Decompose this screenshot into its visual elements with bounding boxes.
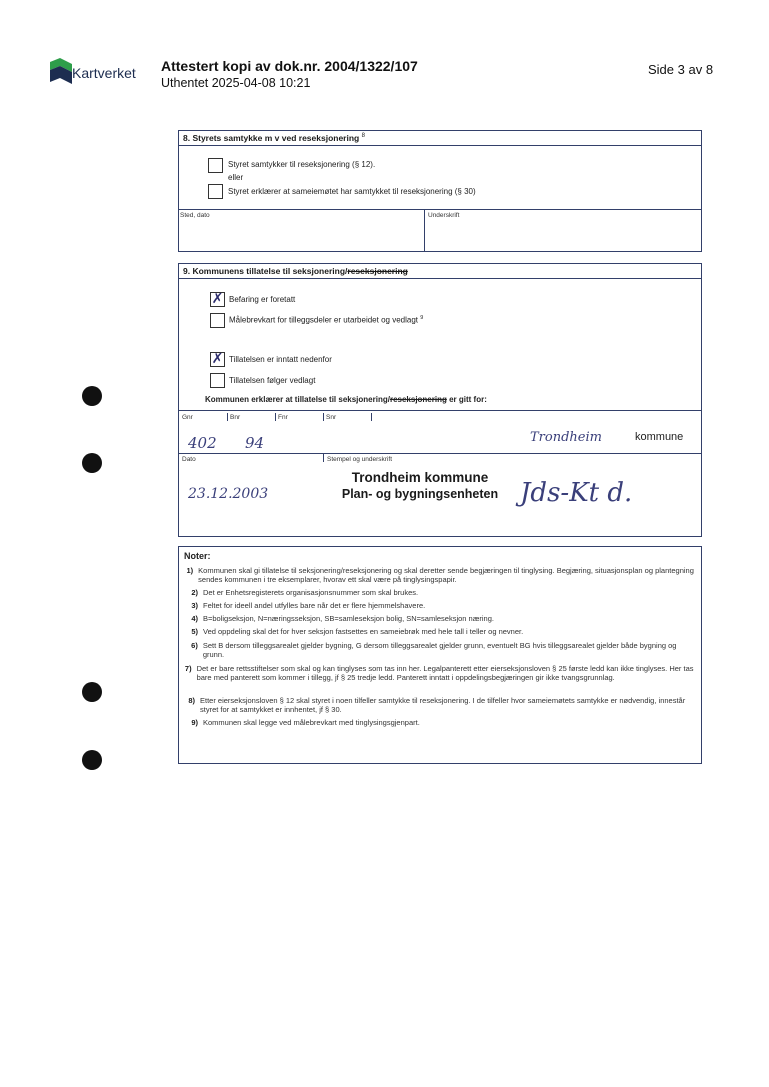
stamp-department: Plan- og bygningsenheten — [341, 487, 499, 501]
punch-hole — [82, 453, 102, 473]
permission-included-checkbox[interactable]: ✗ — [211, 351, 224, 367]
stamp-municipality: Trondheim kommune — [351, 470, 489, 485]
map-attached-label: Målebrevkart for tilleggsdeler er utarbeidet og vedlagt $^9$ — [229, 315, 424, 325]
divider — [371, 413, 372, 421]
divider — [178, 453, 701, 454]
section-8-title: 8. Styrets samtykke m v ved reseksjonering $^8$ — [179, 131, 701, 146]
retrieved-timestamp: Uthentet 2025-04-08 10:21 — [161, 76, 311, 90]
municipality-name: Trondheim — [530, 430, 602, 445]
list-item: 7) Det er bare rettsstiftelser som skal og kan tinglyses som tas inn her. Legalpanterett etter eierseksjonsloven § 25 første ledd kan ikke tinglyses. Her tas bare med panterett som kommer i tillegg, jf § 25 tredje ledd. Panterett inntatt i oppdelingsbegjæringen gir ikke tvangsgrunnlag. — [184, 664, 694, 682]
list-item: 9) Kommunen skal legge ved målebrevkart med tinglysingsgjenpart. — [191, 718, 420, 727]
list-item: 8) Etter eierseksjonsloven § 12 skal styret i noen tilfeller samtykke til reseksjonering. I de tilfeller hvor sameiemøtets samtykke er nødvendig, innestår styret for at samtykket er innhentet, jf § 30. — [188, 696, 686, 714]
permission-attached-checkbox[interactable] — [210, 373, 225, 388]
inspection-done-label: Befaring er foretatt — [229, 295, 296, 304]
owners-meeting-checkbox[interactable] — [208, 184, 223, 199]
section-9-title: 9. Kommunens tillatelse til seksjonering/reseksjonering — [179, 264, 701, 279]
permission-attached-label: Tillatelsen følger vedlagt — [229, 376, 316, 385]
kommune-label: kommune — [635, 431, 684, 443]
owners-meeting-label: Styret erklærer at sameiemøtet har samtykket til reseksjonering (§ 30) — [228, 187, 476, 196]
list-item: 5) Ved oppdeling skal det for hver seksjon fastsettes en sameiebrøk med hele tall i teller og nevner. — [191, 627, 524, 636]
fnr-label: Fnr — [278, 414, 288, 421]
list-item: 2) Det er Enhetsregisterets organisasjonsnummer som skal brukes. — [191, 588, 419, 597]
divider — [323, 413, 324, 421]
divider — [323, 453, 324, 462]
document-title: Attestert kopi av dok.nr. 2004/1322/107 — [161, 58, 418, 74]
place-date-label: Sted, dato — [180, 212, 210, 219]
divider — [227, 413, 228, 421]
punch-hole — [82, 682, 102, 702]
map-attached-checkbox[interactable] — [210, 313, 225, 328]
page-indicator: Side 3 av 8 — [648, 62, 714, 77]
gnr-label: Gnr — [182, 414, 193, 421]
signature-label: Underskrift — [428, 212, 460, 219]
punch-hole — [82, 386, 102, 406]
divider — [178, 410, 701, 411]
handwritten-signature: Jds-Kt d. — [520, 478, 633, 508]
or-label: eller — [228, 173, 244, 182]
board-consent-checkbox[interactable] — [208, 158, 223, 173]
stamp-signature-label: Stempel og underskrift — [327, 456, 393, 463]
list-item: 4) B=boligseksjon, N=næringsseksjon, SB=samleseksjon bolig, SN=samleseksjon næring. — [191, 614, 494, 623]
date-label: Dato — [182, 456, 196, 463]
permission-date: 23.12.2003 — [188, 486, 269, 502]
board-consent-label: Styret samtykker til reseksjonering (§ 12). — [228, 160, 376, 169]
inspection-done-checkbox[interactable]: ✗ — [211, 291, 224, 307]
list-item: 3) Feltet for ideell andel utfylles bare når det er flere hjemmelshavere. — [191, 601, 426, 610]
bnr-label: Bnr — [230, 414, 241, 421]
kartverket-logo-icon — [50, 58, 72, 84]
logo-text: Kartverket — [72, 65, 136, 81]
divider — [424, 209, 425, 251]
punch-hole — [82, 750, 102, 770]
notes-list — [184, 566, 694, 731]
list-item: 6) Sett B dersom tilleggsarealet gjelder bygning, G dersom tilleggsarealet gjelder grunn, eventuelt BG hvis tilleggsarealet gjelder både bygning og grunn. — [191, 641, 677, 659]
list-item: 1) Kommunen skal gi tillatelse til seksjonering/reseksjonering og skal deretter sende begjæringen til tinglysing. Begjæring, situasjonsplan og plantegning sendes kommunen i tre eksemplarer, hvorav ett skal være på tinglysingspapir. — [186, 566, 694, 584]
bnr-value: 94 — [245, 434, 265, 452]
notes-title: Noter: — [184, 551, 211, 561]
divider — [178, 209, 701, 210]
permission-included-label: Tillatelsen er inntatt nedenfor — [229, 355, 332, 364]
snr-label: Snr — [326, 414, 337, 421]
gnr-value: 402 — [188, 434, 217, 452]
divider — [275, 413, 276, 421]
municipality-declaration: Kommunen erklærer at tillatelse til seksjonering/reseksjonering er gitt for: — [205, 395, 487, 404]
